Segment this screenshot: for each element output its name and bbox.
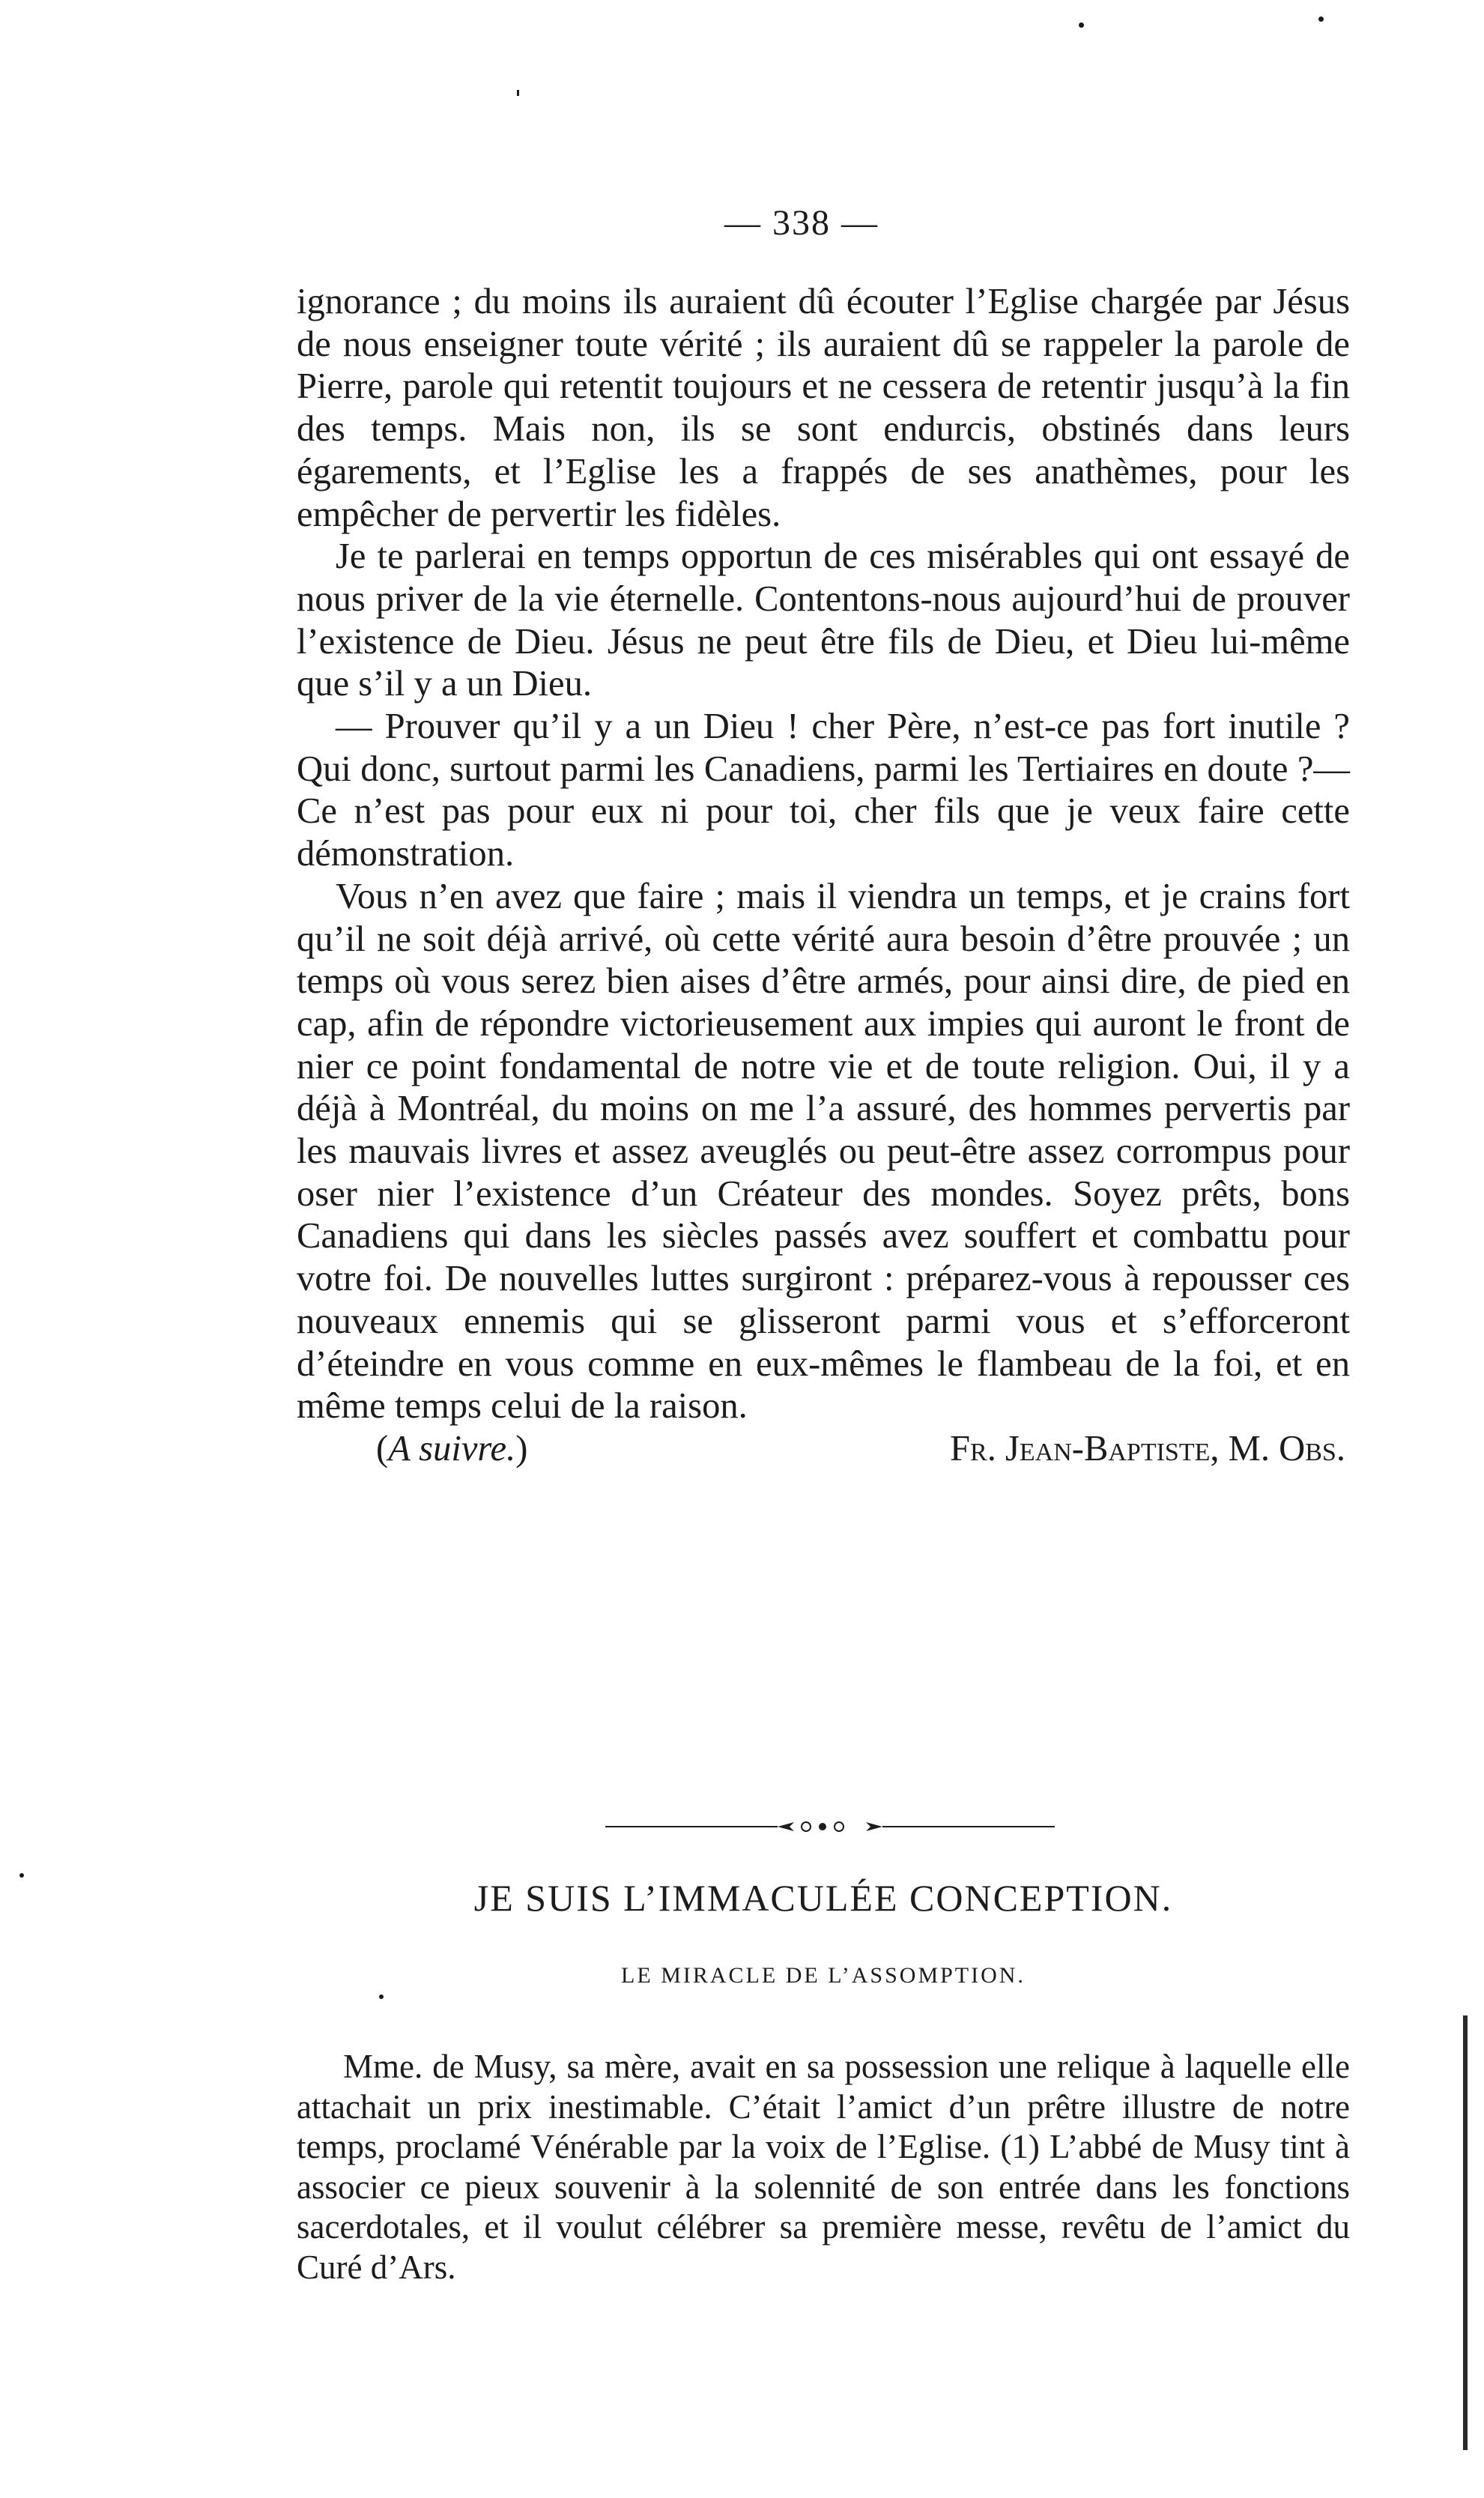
ink-speck bbox=[1079, 22, 1084, 28]
section-subtitle: LE MIRACLE DE L’ASSOMPTION. bbox=[621, 1963, 1026, 1988]
ink-speck bbox=[517, 90, 519, 96]
paragraph: Je te parlerai en temps opportun de ces misérables qui ont essayé de nous priver de la vie éternelle. Contentons-nous aujourd’hui de prouver l’existence de Dieu. Jésus ne peut être fils de Dieu, et Dieu lui-même que s’il y a un Dieu. bbox=[297, 536, 1350, 704]
paragraph: — Prouver qu’il y a un Dieu ! cher Père, n’est-ce pas fort inutile ? Qui donc, surtout parmi les Canadiens, parmi les Tertiaires en doute ?—Ce n’est pas pour eux ni pour toi, cher fils que je veux faire cette démonstration. bbox=[297, 706, 1350, 874]
paragraph: ignorance ; du moins ils auraient dû écouter l’Eglise chargée par Jésus de nous enseigner toute vérité ; ils auraient dû se rappeler la parole de Pierre, parole qui retentit toujours et ne cessera de retentir jusqu’à la fin des temps. Mais non, ils se sont endurcis, obstinés dans leurs égarements, et l’Eglise les a frappés de ses anathèmes, pour les empêcher de pervertir les fidèles. bbox=[297, 281, 1350, 534]
paragraph: Mme. de Musy, sa mère, avait en sa possession une relique à laquelle elle attachait un prix inestimable. C’était l’amict d’un prêtre illustre de notre temps, proclamé Vénérable par la voix de l’Eglise. (1) L’abbé de Musy tint à associer ce pieux souvenir à la solennité de son entrée dans les fonctions sacerdotales, et il voulut célébrer sa première messe, revêtu de l’amict du Curé d’Ars. bbox=[297, 2048, 1350, 2286]
ink-speck bbox=[379, 1995, 384, 1999]
section-title: JE SUIS L’IMMACULÉE CONCEPTION. bbox=[473, 1877, 1173, 1919]
ink-speck bbox=[19, 1873, 24, 1878]
section-text bbox=[297, 2047, 1350, 2287]
author-name: Fr. Jean-Baptiste, M. Obs. bbox=[949, 1427, 1345, 1469]
continuation-note: (A suivre.) bbox=[376, 1427, 528, 1469]
page-number: — 338 — bbox=[724, 203, 879, 243]
binding-edge-mark bbox=[1463, 2015, 1468, 2450]
main-text bbox=[297, 280, 1350, 1472]
signature-line bbox=[297, 1427, 1350, 1472]
paragraph: Vous n’en avez que faire ; mais il viendra un temps, et je crains fort qu’il ne soit déjà arrivé, où cette vérité aura besoin d’être prouvée ; un temps où vous serez bien aises d’être armés, pour ainsi dire, de pied en cap, afin de répondre victorieusement aux impies qui auront le front de nier ce point fondamental de notre vie et de toute religion. Oui, il y a déjà à Montréal, du moins on me l’a assuré, des hommes pervertis par les mauvais livres et assez aveuglés ou peut-être assez corrompus pour oser nier l’existence d’un Créateur des mondes. Soyez prêts, bons Canadiens qui dans les siècles passés avez souffert et combattu pour votre foi. De nouvelles luttes surgiront : préparez-vous à repousser ces nouveaux ennemis qui se glisseront parmi vous et s’efforceront d’éteindre en vous comme en eux-mêmes le flambeau de la foi, et en même temps celui de la raison. bbox=[297, 875, 1350, 1427]
ink-speck bbox=[1318, 16, 1324, 22]
ornamental-divider bbox=[605, 1819, 1055, 1834]
